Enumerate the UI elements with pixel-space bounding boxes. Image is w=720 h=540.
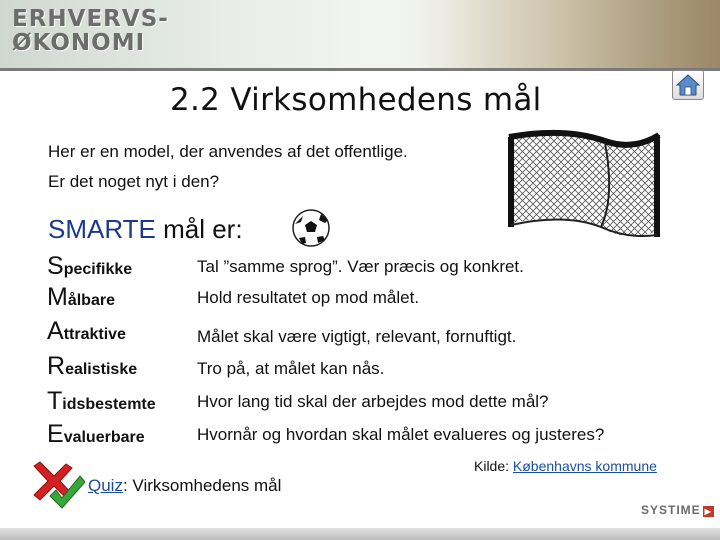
smarte-heading: [48, 214, 243, 245]
soccer-goal-icon: [505, 127, 670, 252]
term-e: [47, 420, 145, 449]
term-r: [47, 352, 137, 381]
term-rest: valuerbare: [63, 429, 145, 446]
desc-r: Tro på, at målet kan nås.: [197, 359, 385, 378]
term-rest: ålbare: [67, 292, 115, 309]
smarte-heading-accent: SMARTE: [48, 214, 156, 244]
desc-a: Målet skal være vigtigt, relevant, fornuftigt.: [197, 327, 517, 346]
quiz-line: [88, 476, 281, 496]
systime-brand: SYSTIME: [641, 503, 701, 517]
desc-m: Hold resultatet op mod målet.: [197, 288, 420, 307]
smarte-item-s: [0, 252, 720, 286]
desc-s: Tal ”samme sprog”. Vær præcis og konkret.: [197, 257, 524, 276]
term-letter: E: [47, 420, 64, 448]
intro-line-2: Er det noget nyt i den?: [48, 172, 220, 191]
home-icon: [673, 71, 703, 99]
term-rest: ttraktive: [63, 326, 126, 343]
term-letter: A: [47, 317, 64, 345]
smarte-item-t: [0, 387, 720, 421]
term-a: [47, 317, 126, 346]
term-rest: pecifikke: [63, 261, 133, 278]
desc-e: Hvornår og hvordan skal målet evalueres og justeres?: [197, 425, 605, 444]
smarte-item-e: [0, 420, 720, 454]
systime-logo: [641, 503, 714, 517]
term-letter: M: [47, 283, 68, 311]
smarte-item-a: [0, 317, 720, 351]
home-button[interactable]: [672, 70, 704, 100]
smarte-item-m: [0, 283, 720, 317]
cross-check-icon: [30, 460, 85, 510]
smarte-item-r: [0, 352, 720, 386]
intro-line-1: Her er en model, der anvendes af det offentlige.: [48, 142, 408, 161]
logo-line-1: ERHVERVS-: [12, 6, 169, 32]
term-rest: idsbestemte: [62, 396, 156, 413]
desc-t: Hvor lang tid skal der arbejdes mod dette mål?: [197, 392, 549, 411]
term-s: [47, 252, 132, 281]
logo-line-2: ØKONOMI: [12, 30, 146, 56]
term-letter: T: [47, 387, 63, 415]
term-rest: ealistiske: [65, 361, 138, 378]
systime-arrow-icon: ▶: [704, 507, 712, 516]
slide-title: 2.2 Virksomhedens mål: [170, 82, 542, 118]
term-m: [47, 283, 115, 312]
quiz-link-rest: : Virksomhedens mål: [122, 476, 282, 495]
header-divider: [0, 68, 720, 71]
quiz-link[interactable]: Quiz: [88, 476, 123, 495]
soccer-ball-icon: [291, 208, 331, 248]
source-link[interactable]: Københavns kommune: [512, 458, 657, 474]
header-photo-strip: [440, 0, 720, 68]
smarte-heading-rest: mål er:: [155, 214, 243, 244]
term-letter: S: [47, 252, 64, 280]
bottom-bar: [0, 528, 720, 540]
term-t: [47, 387, 156, 416]
source-prefix: Kilde:: [474, 458, 513, 474]
term-letter: R: [47, 352, 66, 380]
header-banner: [0, 0, 720, 68]
source-line: [474, 458, 657, 474]
